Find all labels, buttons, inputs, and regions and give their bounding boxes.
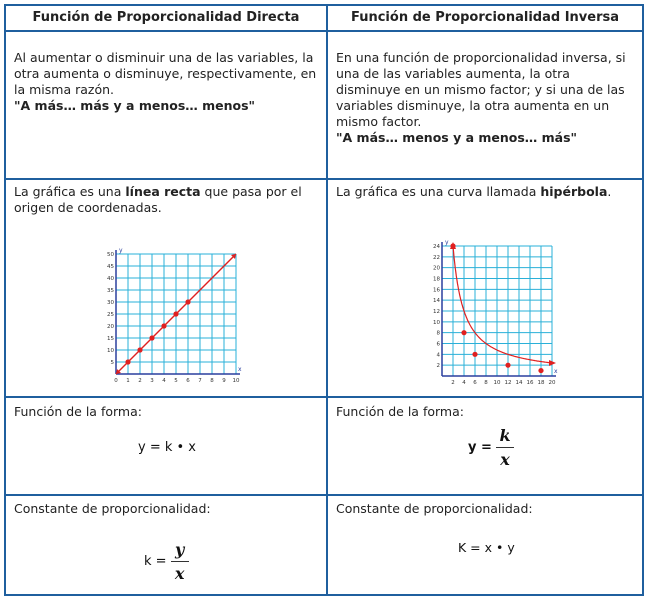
x-tick-label: 12	[504, 380, 512, 386]
graph-text: que pasa por el origen de coordenadas.	[14, 184, 302, 215]
graph-text: .	[607, 184, 612, 199]
x-tick-label: 6	[186, 378, 190, 384]
y-tick-label: 18	[433, 276, 440, 283]
definition-inverse	[328, 50, 642, 146]
x-tick-label: 3	[150, 378, 154, 384]
direct-proportion-chart	[100, 234, 244, 384]
data-point	[125, 359, 130, 364]
graph-description-direct	[6, 184, 326, 216]
graph-text: La gráfica es una	[14, 184, 126, 199]
data-point	[149, 335, 154, 340]
graph-text: La gráfica es una curva llamada	[336, 184, 541, 199]
data-point	[538, 368, 543, 373]
data-point	[173, 311, 178, 316]
data-point	[185, 299, 190, 304]
numerator: k	[499, 426, 511, 445]
graph-text-bold: hipérbola	[540, 184, 608, 199]
y-tick-label: 16	[433, 287, 440, 294]
formula-lhs: k =	[144, 554, 167, 569]
formula-constant-direct	[144, 540, 189, 583]
x-tick-label: 14	[515, 380, 523, 386]
x-axis-label: x	[554, 368, 558, 375]
y-tick-label: 6	[436, 341, 440, 348]
function-form-label-inverse: Función de la forma:	[336, 404, 464, 419]
y-tick-label: 35	[107, 288, 114, 294]
x-tick-label: 20	[548, 380, 556, 386]
y-tick-label: 30	[107, 300, 114, 306]
definition-inverse-quote: "A más… menos y a menos… más"	[336, 130, 578, 145]
inverse-proportion-chart	[428, 232, 568, 390]
y-tick-label: 10	[107, 348, 114, 354]
y-tick-label: 15	[107, 336, 114, 342]
comparison-table	[4, 4, 644, 596]
header-inverse: Función de Proporcionalidad Inversa	[350, 10, 620, 25]
header-direct: Función de Proporcionalidad Directa	[32, 10, 300, 25]
numerator: y	[175, 540, 185, 559]
data-point	[161, 323, 166, 328]
y-axis-label: y	[119, 247, 123, 254]
y-tick-label: 12	[433, 309, 440, 315]
definition-direct-quote: "A más… más y a menos… menos"	[14, 98, 256, 113]
x-tick-label: 5	[174, 378, 178, 384]
constant-label-inverse: Constante de proporcionalidad:	[336, 501, 533, 516]
graph-description-inverse	[328, 184, 642, 200]
x-tick-label: 16	[526, 380, 534, 386]
x-tick-label: 6	[473, 380, 477, 386]
x-tick-label: 2	[451, 380, 455, 386]
denominator: x	[174, 564, 185, 583]
x-tick-label: 9	[222, 378, 226, 384]
y-axis-label: y	[445, 239, 449, 246]
y-tick-label: 20	[433, 265, 440, 272]
data-point	[505, 363, 510, 368]
x-tick-label: 10	[493, 380, 501, 386]
x-tick-label: 8	[484, 380, 488, 386]
denominator: x	[500, 450, 510, 469]
function-form-label-direct: Función de la forma:	[14, 404, 142, 419]
formula-lhs: y =	[468, 440, 492, 455]
fraction	[496, 426, 514, 469]
x-tick-label: 0	[114, 378, 118, 384]
y-tick-label: 24	[433, 244, 440, 250]
x-tick-label: 4	[162, 378, 166, 384]
fraction	[171, 540, 189, 583]
x-tick-label: 10	[232, 378, 240, 384]
x-tick-label: 1	[126, 378, 130, 384]
constant-label-direct: Constante de proporcionalidad:	[14, 501, 211, 516]
definition-direct-text: Al aumentar o disminuir una de las variables, la otra aumenta o disminuye, respectivamente, en la misma razón.	[14, 50, 317, 97]
y-tick-label: 5	[110, 360, 114, 366]
y-tick-label: 8	[436, 330, 440, 337]
x-tick-label: 7	[198, 378, 202, 384]
row-divider	[6, 30, 642, 32]
y-tick-label: 25	[107, 312, 114, 318]
y-tick-label: 20	[107, 324, 114, 330]
formula-inverse	[468, 426, 514, 469]
formula-constant-inverse: K = x • y	[458, 540, 515, 555]
x-tick-label: 18	[537, 380, 545, 386]
y-tick-label: 40	[107, 276, 114, 282]
y-tick-label: 10	[433, 319, 440, 326]
y-tick-label: 14	[433, 298, 440, 305]
definition-inverse-text: En una función de proporcionalidad inversa, si una de las variables aumenta, la otra disminuye en un mismo factor; y si una de las variables disminuye, la otra aumenta en un mismo factor.	[336, 50, 626, 129]
fraction-bar	[171, 561, 189, 562]
series-curve	[452, 246, 551, 363]
y-tick-label: 50	[107, 252, 114, 258]
graph-text-bold: línea recta	[125, 184, 201, 199]
row-divider	[6, 396, 642, 398]
x-tick-label: 8	[210, 378, 214, 384]
data-point	[472, 352, 477, 357]
y-tick-label: 22	[433, 254, 440, 261]
definition-direct	[6, 50, 326, 114]
data-point	[461, 330, 466, 335]
row-divider	[6, 494, 642, 496]
row-divider	[6, 178, 642, 180]
x-axis-label: x	[238, 366, 242, 373]
y-tick-label: 2	[436, 363, 440, 370]
x-tick-label: 4	[462, 380, 466, 386]
x-tick-label: 2	[138, 378, 142, 384]
y-tick-label: 4	[436, 352, 440, 359]
data-point	[450, 243, 455, 248]
y-tick-label: 45	[107, 264, 114, 270]
data-point	[137, 347, 142, 352]
fraction-bar	[496, 447, 514, 448]
formula-direct: y = k • x	[138, 440, 197, 455]
